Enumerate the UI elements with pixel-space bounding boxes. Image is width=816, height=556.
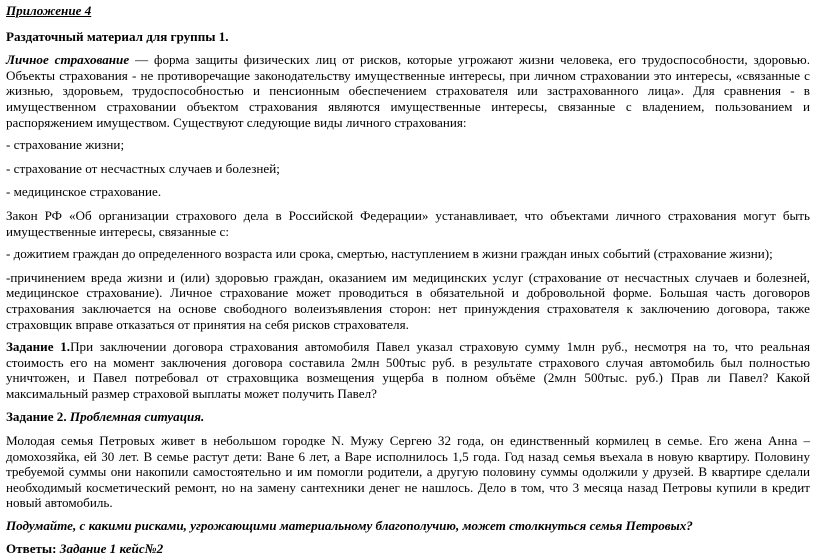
law-item: - дожитием граждан до определенного возраста или срока, смертью, наступлением в жизни граждан иных событий (страхование жизни); <box>6 246 773 262</box>
task-1-text: При заключении договора страхования автомобиля Павел указал страховую сумму 1млн руб., несмотря на то, что реальная стоимость его на момент заключения договора составила 2млн 500тыс руб. в результате страхового случая автомобиль был полностью уничтожен, и Павел потребовал от страховщика возмещения ущерба в полном объёме (2млн 500тыс. руб.) Прав ли Павел? Какой максимальный размер страховой выплаты может получить Павел? <box>6 339 810 401</box>
answers-text: Задание 1 кейс№2 <box>56 540 164 556</box>
type-item: - страхование от несчастных случаев и болезней; <box>6 160 280 176</box>
answers <box>6 541 810 556</box>
task-2-subtitle: Проблемная ситуация. <box>66 409 205 425</box>
law-item: -причинением вреда жизни и (или) здоровью граждан, оказанием им медицинских услуг (страхование от несчастных случаев и болезней, медицинское страхование). Личное страхование может проводиться в обязательной и добровольной форме. Большая часть договоров страхования заключается на основе свободного волеизъявления сторон: нет принуждения страхователя к заключению договора, также страховщик вправе отказаться от принятия на себя рисков страхователя. <box>6 269 810 332</box>
task-1 <box>6 339 810 401</box>
intro-term: Личное страхование <box>6 52 130 68</box>
intro-text: — форма защиты физических лиц от рисков, которые угрожают жизни человека, его трудоспособности, здоровью. Объекты страхования - не противоречащие законодательству имущественные интересы, при личном страховании это интересы, «связанные с жизнью, здоровьем, трудоспособностью и пенсионным обеспечением страхователя или застрахованного лица». Для сравнения - в имущественном страховании объектом страхования являются имущественные интересы, связанные с владением, пользованием и распоряжением имуществом. Существуют следующие виды личного страхования: <box>6 52 810 130</box>
appendix-heading: Приложение 4 <box>6 3 92 18</box>
task-1-label: Задание 1. <box>6 339 71 355</box>
task-2 <box>6 409 810 425</box>
task-2-label: Задание 2. <box>6 409 67 425</box>
type-item: - страхование жизни; <box>6 137 125 153</box>
intro-paragraph <box>6 52 810 130</box>
question: Подумайте, с какими рисками, угрожающими материальному благополучию, может столкнуться семья Петровых? <box>6 518 693 534</box>
group-title: Раздаточный материал для группы 1. <box>6 28 229 44</box>
situation-paragraph: Молодая семья Петровых живет в небольшом городке N. Мужу Сергею 32 года, он единственный кормилец в семье. Его жена Анна – домохозяйка, ей 30 лет. В семье растут дети: Ване 6 лет, а Варе исполнилось 1,5 года. Год назад семья въехала в новую квартиру. Половину требуемой суммы они накопили самостоятельно и им помогли родители, а другую половину суммы одолжили у друзей. В квартире сделали необходимый косметический ремонт, но на замену сантехники денег не нашлось. Дело в том, что 3 месяца назад Петровы купили в кредит новый автомобиль. <box>6 433 810 511</box>
type-item: - медицинское страхование. <box>6 184 162 200</box>
answers-label: Ответы: <box>6 540 57 556</box>
law-paragraph: Закон РФ «Об организации страхового дела в Российской Федерации» устанавливает, что объектами личного страхования могут быть имущественные интересы, связанные с: <box>6 207 810 239</box>
